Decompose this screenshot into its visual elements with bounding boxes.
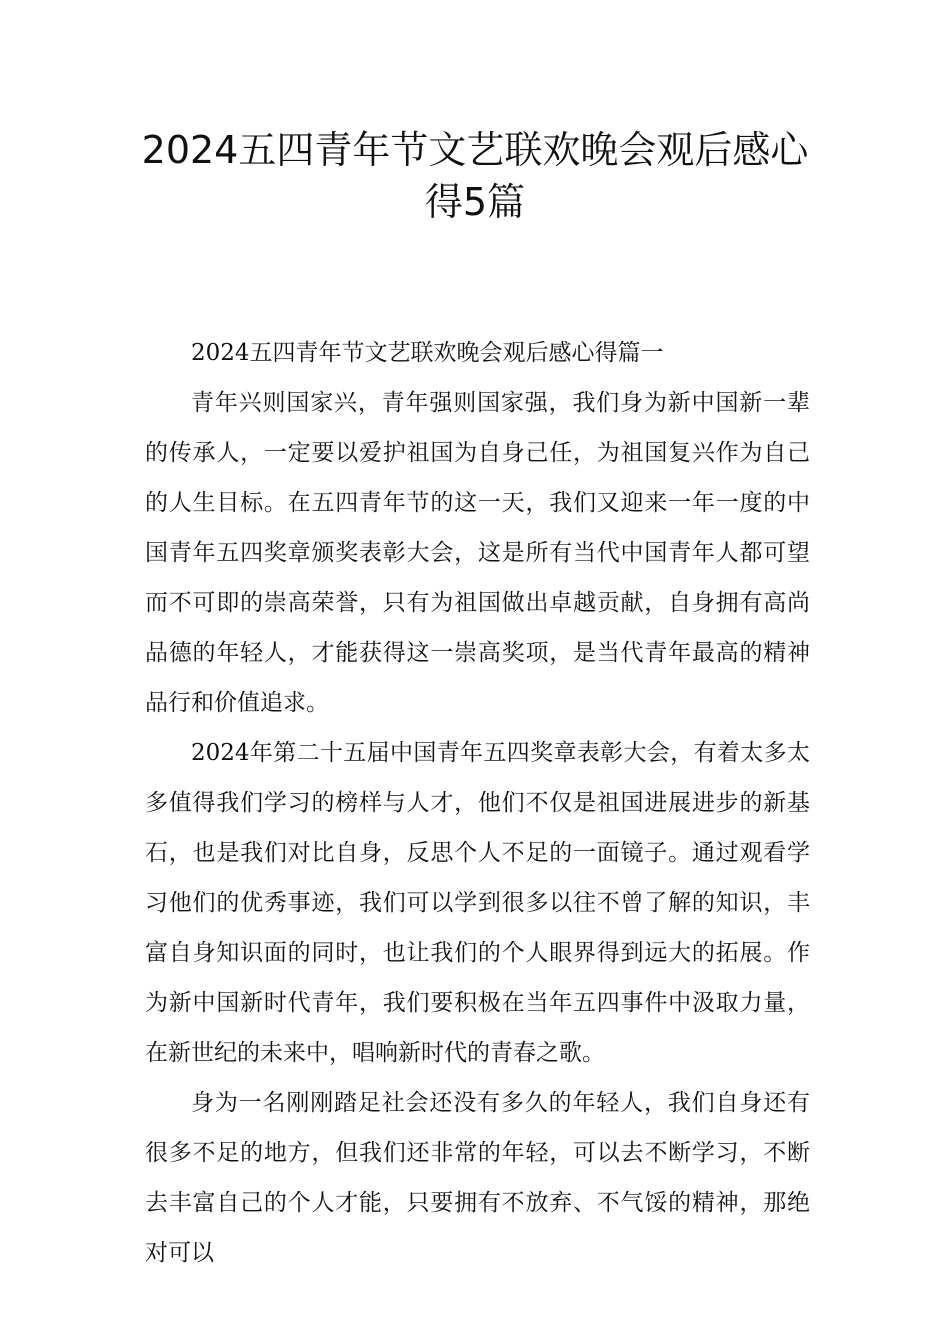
document-title	[120, 124, 830, 228]
section-heading: 2024五四青年节文艺联欢晚会观后感心得篇一	[191, 340, 664, 366]
document-title-line-2: 得5篇	[424, 180, 526, 224]
paragraph-1: 青年兴则国家兴，青年强则国家强，我们身为新中国新一辈的传承人，一定要以爱护祖国为自身己任，为祖国复兴作为自己的人生目标。在五四青年节的这一天，我们又迎来一年一度的中国青年五四奖章颁奖表彰大会，这是所有当代中国青年人都可望而不可即的崇高荣誉，只有为祖国做出卓越贡献，自身拥有高尚品德的年轻人，才能获得这一崇高奖项，是当代青年最高的精神品行和价值追求。	[145, 390, 810, 716]
document-title-line-1: 2024五四青年节文艺联欢晚会观后感心	[141, 128, 809, 172]
document-body	[145, 328, 810, 1278]
paragraph-2: 2024年第二十五届中国青年五四奖章表彰大会，有着太多太多值得我们学习的榜样与人才，他们不仅是祖国进展进步的新基石，也是我们对比自身，反思个人不足的一面镜子。通过观看学习他们的优秀事迹，我们可以学到很多以往不曾了解的知识，丰富自身知识面的同时，也让我们的个人眼界得到远大的拓展。作为新中国新时代青年，我们要积极在当年五四事件中汲取力量，在新世纪的未来中，唱响新时代的青春之歌。	[145, 740, 810, 1066]
paragraph-3: 身为一名刚刚踏足社会还没有多久的年轻人，我们自身还有很多不足的地方，但我们还非常的年轻，可以去不断学习，不断去丰富自己的个人才能，只要拥有不放弃、不气馁的精神，那绝对可以	[145, 1090, 810, 1266]
